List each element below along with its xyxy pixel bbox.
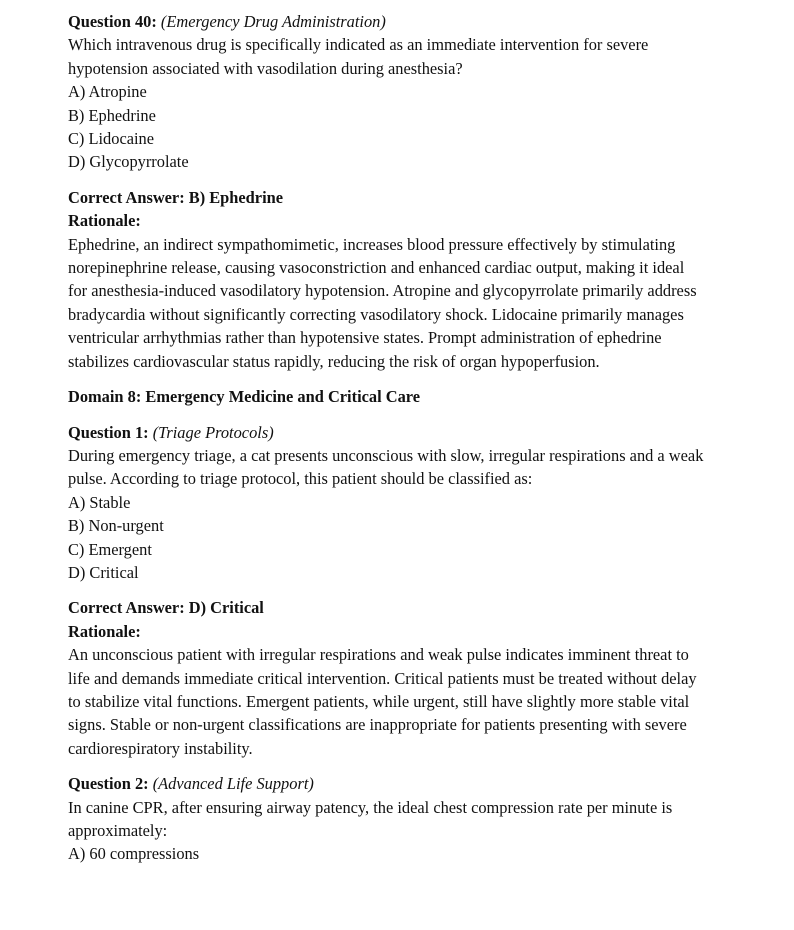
question-label: Question 40: (68, 12, 157, 31)
rationale-line: to stabilize vital functions. Emergent patients, while urgent, still have slightly more stable vital (68, 691, 690, 711)
answer-option: C) Emergent (68, 539, 152, 559)
rationale-line: An unconscious patient with irregular respirations and weak pulse indicates imminent threat to (68, 645, 689, 665)
answer-option: A) 60 compressions (68, 844, 200, 864)
rationale-line: Ephedrine, an indirect sympathomimetic, increases blood pressure effectively by stimulating (68, 234, 676, 254)
answer-option: C) Lidocaine (68, 129, 155, 149)
domain-heading: Domain 8: Emergency Medicine and Critical Care (68, 387, 421, 407)
answer-option: A) Stable (68, 492, 131, 512)
correct-answer: Correct Answer: D) Critical (68, 598, 264, 618)
rationale-line: life and demands immediate critical intervention. Critical patients must be treated without delay (68, 668, 697, 688)
question-label: Question 1: (68, 422, 149, 442)
rationale-line: signs. Stable or non-urgent classifications are inappropriate for patients presenting with severe (68, 715, 687, 735)
question-heading (68, 10, 764, 33)
question-stem-line: hypotension associated with vasodilation during anesthesia? (68, 58, 463, 78)
answer-option: D) Critical (68, 562, 139, 582)
rationale-line: bradycardia without significantly correcting vasodilatory shock. Lidocaine primarily manages (68, 304, 684, 324)
correct-answer: Correct Answer: B) Ephedrine (68, 187, 284, 207)
rationale-line: norepinephrine release, causing vasoconstriction and enhanced cardiac output, making it ideal (68, 258, 685, 278)
rationale-label: Rationale: (68, 621, 141, 641)
answer-option: B) Ephedrine (68, 105, 156, 125)
rationale-label: Rationale: (68, 211, 141, 231)
question-topic: (Triage Protocols) (152, 422, 274, 442)
answer-option: B) Non-urgent (68, 516, 164, 536)
question-heading (68, 772, 764, 795)
question-label: Question 2: (68, 774, 149, 794)
answer-option: A) Atropine (68, 82, 147, 102)
answer-option: D) Glycopyrrolate (68, 152, 189, 172)
question-stem-line: Which intravenous drug is specifically indicated as an immediate intervention for severe (68, 35, 649, 55)
question-stem-line: During emergency triage, a cat presents unconscious with slow, irregular respirations and a weak (68, 445, 704, 465)
rationale-line: ventricular arrhythmias rather than hypotensive states. Prompt administration of ephedrine (68, 328, 662, 348)
question-topic: (Emergency Drug Administration) (160, 12, 386, 31)
question-stem-line: pulse. According to triage protocol, this patient should be classified as: (68, 469, 533, 489)
question-stem-line: approximately: (68, 821, 168, 840)
question-stem-line: In canine CPR, after ensuring airway patency, the ideal chest compression rate per minute is (68, 797, 673, 817)
rationale-line: for anesthesia-induced vasodilatory hypotension. Atropine and glycopyrrolate primarily address (68, 281, 697, 301)
question-heading (68, 421, 764, 444)
question-topic: (Advanced Life Support) (152, 774, 314, 794)
rationale-line: stabilizes cardiovascular status rapidly, reducing the risk of organ hypoperfusion. (68, 351, 600, 371)
rationale-line: cardiorespiratory instability. (68, 738, 253, 758)
